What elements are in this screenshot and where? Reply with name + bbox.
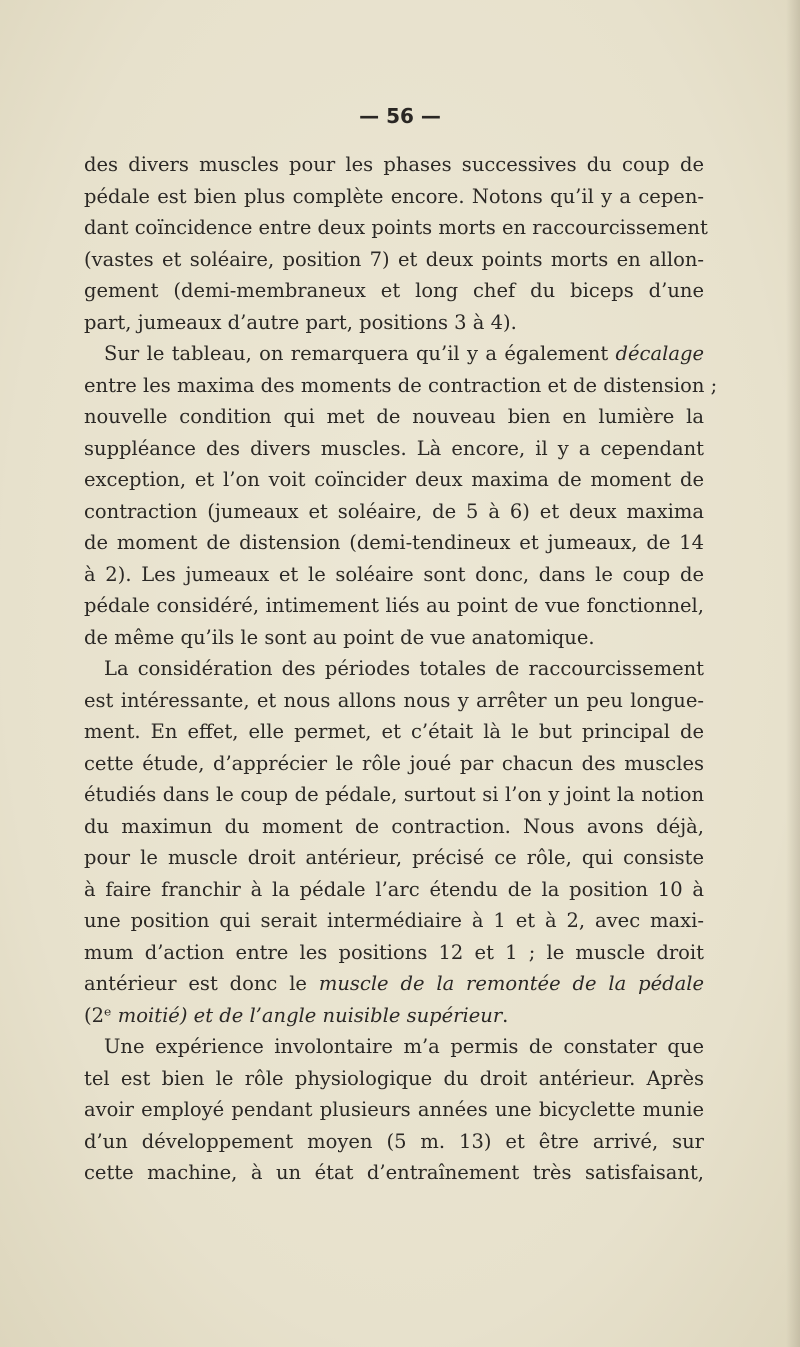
body-text — [84, 149, 718, 1189]
text-line: est intéressante, et nous allons nous y arrêter un peu longue- — [84, 688, 704, 712]
italic-text: moitié) et de l’angle nuisible supérieur — [117, 1003, 503, 1027]
italic-text: décalage — [615, 342, 704, 365]
text-line — [84, 1000, 704, 1032]
text-line: pédale est bien plus complète encore. Notons qu’il y a cepen- — [84, 184, 704, 208]
text-line: cette machine, à un état d’entraînement très satisfaisant, — [84, 1161, 704, 1184]
text-line: exception, et l’on voit coïncider deux maxima de moment de — [84, 468, 704, 491]
page-edge-shadow — [786, 0, 800, 1347]
text-line: tel est bien le rôle physiologique du droit antérieur. Après — [84, 1066, 704, 1090]
text-line: des divers muscles pour les phases successives du coup de — [84, 153, 704, 176]
text-line — [84, 968, 704, 1000]
text-line: une position qui serait intermédiaire à 1 et à 2, avec maxi- — [84, 909, 704, 932]
text-line: gement (demi-membraneux et long chef du biceps d’une — [84, 279, 704, 302]
text-line: La considération des périodes totales de raccourcissement — [104, 657, 704, 680]
text-line: pour le muscle droit antérieur, précisé ce rôle, qui consiste — [84, 846, 704, 869]
text-segment: antérieur est donc le — [84, 972, 319, 995]
text-line: mum d’action entre les positions 12 et 1 ; le muscle droit — [84, 940, 704, 964]
text-line: nouvelle condition qui met de nouveau bien en lumière la — [84, 405, 704, 428]
text-line: à faire franchir à la pédale l’arc étendu de la position 10 à — [84, 877, 704, 901]
text-line: étudiés dans le coup de pédale, surtout si l’on y joint la notion — [84, 783, 704, 806]
text-line: (vastes et soléaire, position 7) et deux points morts en allon- — [84, 247, 704, 271]
text-line: de même qu’ils le sont au point de vue anatomique. — [84, 625, 595, 649]
text-line: suppléance des divers muscles. Là encore, il y a cependant — [84, 436, 704, 460]
text-line: cette étude, d’apprécier le rôle joué par chacun des muscles — [84, 751, 704, 775]
text-line: part, jumeaux d’autre part, positions 3 à 4). — [84, 310, 517, 334]
page-number: — 56 — — [359, 104, 441, 128]
text-segment: Sur le tableau, on remarquera qu’il y a également — [104, 342, 616, 365]
text-line: Une expérience involontaire m’a permis de constater que — [104, 1035, 704, 1058]
text-line — [84, 338, 704, 370]
text-segment: (2ᵉ — [84, 1003, 118, 1027]
text-line: entre les maxima des moments de contraction et de distension ; — [84, 373, 718, 397]
text-line: dant coïncidence entre deux points morts en raccourcissement — [84, 216, 708, 239]
text-segment: . — [502, 1003, 509, 1027]
text-line: d’un développement moyen (5 m. 13) et être arrivé, sur — [84, 1129, 704, 1153]
text-line: contraction (jumeaux et soléaire, de 5 à 6) et deux maxima — [84, 499, 704, 523]
text-line: de moment de distension (demi-tendineux et jumeaux, de 14 — [84, 531, 704, 554]
text-line: avoir employé pendant plusieurs années une bicyclette munie — [84, 1098, 704, 1121]
text-line: à 2). Les jumeaux et le soléaire sont donc, dans le coup de — [84, 562, 704, 586]
text-line: ment. En effet, elle permet, et c’était là le but principal de — [84, 720, 704, 743]
text-line: du maximun du moment de contraction. Nous avons déjà, — [84, 814, 704, 838]
text-line: pédale considéré, intimement liés au point de vue fonctionnel, — [84, 594, 704, 617]
italic-text: muscle de la remontée de la pédale — [318, 972, 704, 995]
